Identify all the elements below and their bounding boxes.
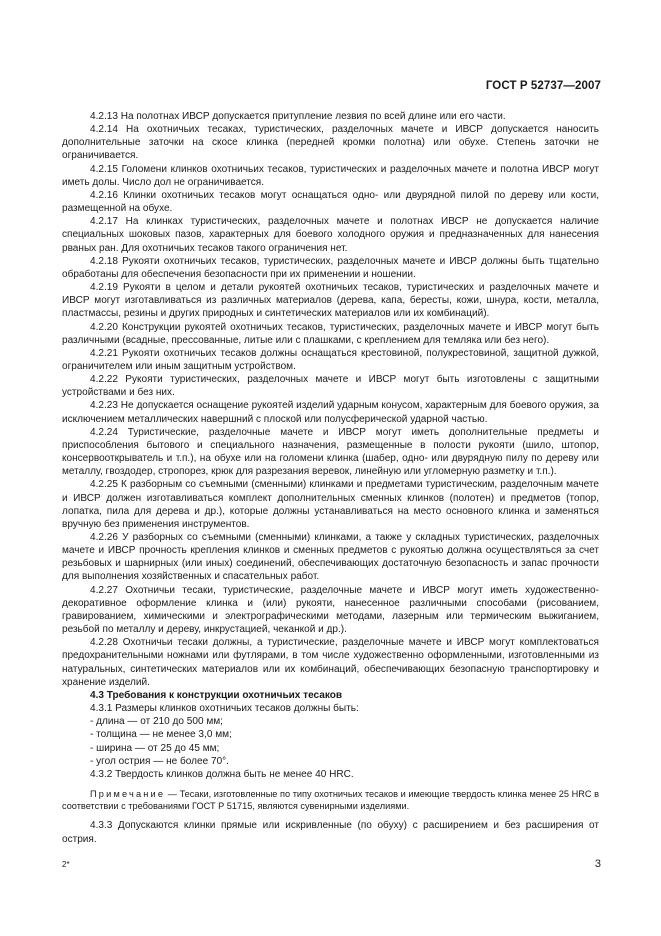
paragraph-4-2-13: 4.2.13 На полотнах ИВСР допускается притупление лезвия по всей длине или его части. [90, 111, 506, 122]
list-item-length: - длина — от 210 до 500 мм; [90, 716, 223, 728]
document-body [62, 110, 599, 846]
paragraph-4-2-27: 4.2.27 Охотничьи тесаки, туристические, разделочные мачете и ИВСР могут иметь художественно-декоративное оформление клинка и (или) рукояти, нанесенное различными способами (рисованием, гравированием, химическими и электрографическими методами, лазерным или термическим выжиганием, резьбой по металлу и дереву, инкрустацией, чеканкой и др.). [62, 584, 599, 636]
paragraph-4-2-16: 4.2.16 Клинки охотничьих тесаков могут оснащаться одно- или двурядной пилой по дереву или кости, размещенной на обухе. [62, 189, 599, 215]
paragraph-4-3-3: 4.3.3 Допускаются клинки прямые или искривленные (по обуху) с расширением и без расширения от острия. [62, 820, 599, 845]
paragraph-4-2-21: 4.2.21 Рукояти охотничьих тесаков должны оснащаться крестовиной, полукрестовиной, защитной дужкой, ограничителем или иным защитным устройством. [62, 347, 599, 372]
page-number: 3 [594, 858, 601, 870]
note-text: — Тесаки, изготовленные по типу охотничьих тесаков и имеющие твердость клинка менее 25 HRC в соответствии с требованиями ГОСТ Р 51715, являются сувенирными изделиями. [62, 788, 599, 812]
list-item-tip-angle: - угол острия — не более 70°. [90, 755, 229, 767]
paragraph-4-2-14: 4.2.14 На охотничьих тесаках, туристических, разделочных мачете и ИВСР допускается наносить дополнительные заточки на скосе клинка (передней кромки полотна) или обухе. Степень заточки не ограничивается. [62, 124, 599, 162]
paragraph-4-2-18: 4.2.18 Рукояти охотничьих тесаков, туристических, разделочных мачете и ИВСР должны быть тщательно обработаны для обеспечения безопасности при их применении и ношении. [62, 255, 599, 280]
paragraph-4-2-25: 4.2.25 К разборным со съемными (сменными) клинками и предметами туристическим, разделочным мачете и ИВСР должен изготавливаться комплект дополнительных сменных клинков (полотен) и предметов (топор, лопатка, пила для дерева и др.), которые должны устанавливаться на место основного клинка и заменяться вручную без применения инструментов. [62, 479, 599, 530]
paragraph-4-2-26: 4.2.26 У разборных со съемными (сменными) клинками, а также у складных туристических, разделочных мачете и ИВСР прочность крепления клинков и сменных предметов с рукоятью должна осуществляться за счет резьбовых и шарнирных (или иных) соединений, обеспечивающих достаточную безопасность и запас прочности для выполнения хозяйственных и спасательных работ. [62, 532, 599, 583]
note-label: Примечание [90, 788, 166, 799]
paragraph-4-2-22: 4.2.22 Рукояти туристических, разделочных мачете и ИВСР могут быть изготовлены с защитными устройствами и без них. [62, 374, 599, 399]
paragraph-4-2-20: 4.2.20 Конструкции рукоятей охотничьих тесаков, туристических, разделочных мачете и ИВСР могут быть различными (всадные, прессованные, литые или с плашками, с креплением для темляка или без него). [62, 321, 599, 346]
paragraph-4-3-1: 4.3.1 Размеры клинков охотничьих тесаков должны быть: [90, 703, 359, 715]
paragraph-4-3-2: 4.3.2 Твердость клинков должна быть не менее 40 HRC. [90, 768, 354, 780]
list-item-width: - ширина — от 25 до 45 мм; [90, 742, 220, 754]
footer-signature-mark: 2* [62, 860, 70, 869]
paragraph-4-2-15: 4.2.15 Голомени клинков охотничьих тесаков, туристических и разделочных мачете и полотна ИВСР могут иметь долы. Число дол не ограничивается. [62, 163, 599, 188]
section-title-4-3: 4.3 Требования к конструкции охотничьих тесаков [90, 689, 343, 701]
paragraph-4-2-23: 4.2.23 Не допускается оснащение рукоятей изделий ударным конусом, характерным для боевого оружия, за исключением металлических навершний с плоской или полусферической ударной частью. [62, 400, 599, 425]
note [62, 788, 599, 812]
paragraph-4-2-19: 4.2.19 Рукояти в целом и детали рукоятей охотничьих тесаков, туристических и разделочных мачете и ИВСР могут изготавливаться из различных материалов (дерева, капа, бересты, кожи, шнура, кости, металла, пластмассы, резины и других природных и синтетических материалов или их комбинаций). [62, 282, 599, 320]
list-item-thickness: - толщина — не менее 3,0 мм; [90, 729, 232, 741]
paragraph-4-2-24: 4.2.24 Туристические, разделочные мачете и ИВСР могут иметь дополнительные предметы и приспособления бытового и специального назначения, размещенные в полости рукояти (шило, штопор, консервооткрыватель и т.п.), на обухе или на голомени клинка (шабер, одно- или двурядную пилу по дереву или металлу, гвоздодер, стропорез, крюк для разрезания веревок, линейную или угломерную разметку и т.п.). [62, 426, 599, 478]
document-id-header: ГОСТ Р 52737—2007 [485, 80, 601, 92]
paragraph-4-2-17: 4.2.17 На клинках туристических, разделочных мачете и полотнах ИВСР не допускается наличие специальных шоковых пазов, характерных для боевого холодного оружия и предназначенных для нанесения рваных ран. Для охотничьих тесаков такого ограничения нет. [62, 216, 599, 254]
paragraph-4-2-28: 4.2.28 Охотничьи тесаки должны, а туристические, разделочные мачете и ИВСР могут комплектоваться предохранительными ножнами или футлярами, в том числе художественно оформленными, изготовленными из натуральных, синтетических материалов или их комбинаций, обеспечивающих безопасную транспортировку и хранение изделий. [62, 637, 599, 688]
